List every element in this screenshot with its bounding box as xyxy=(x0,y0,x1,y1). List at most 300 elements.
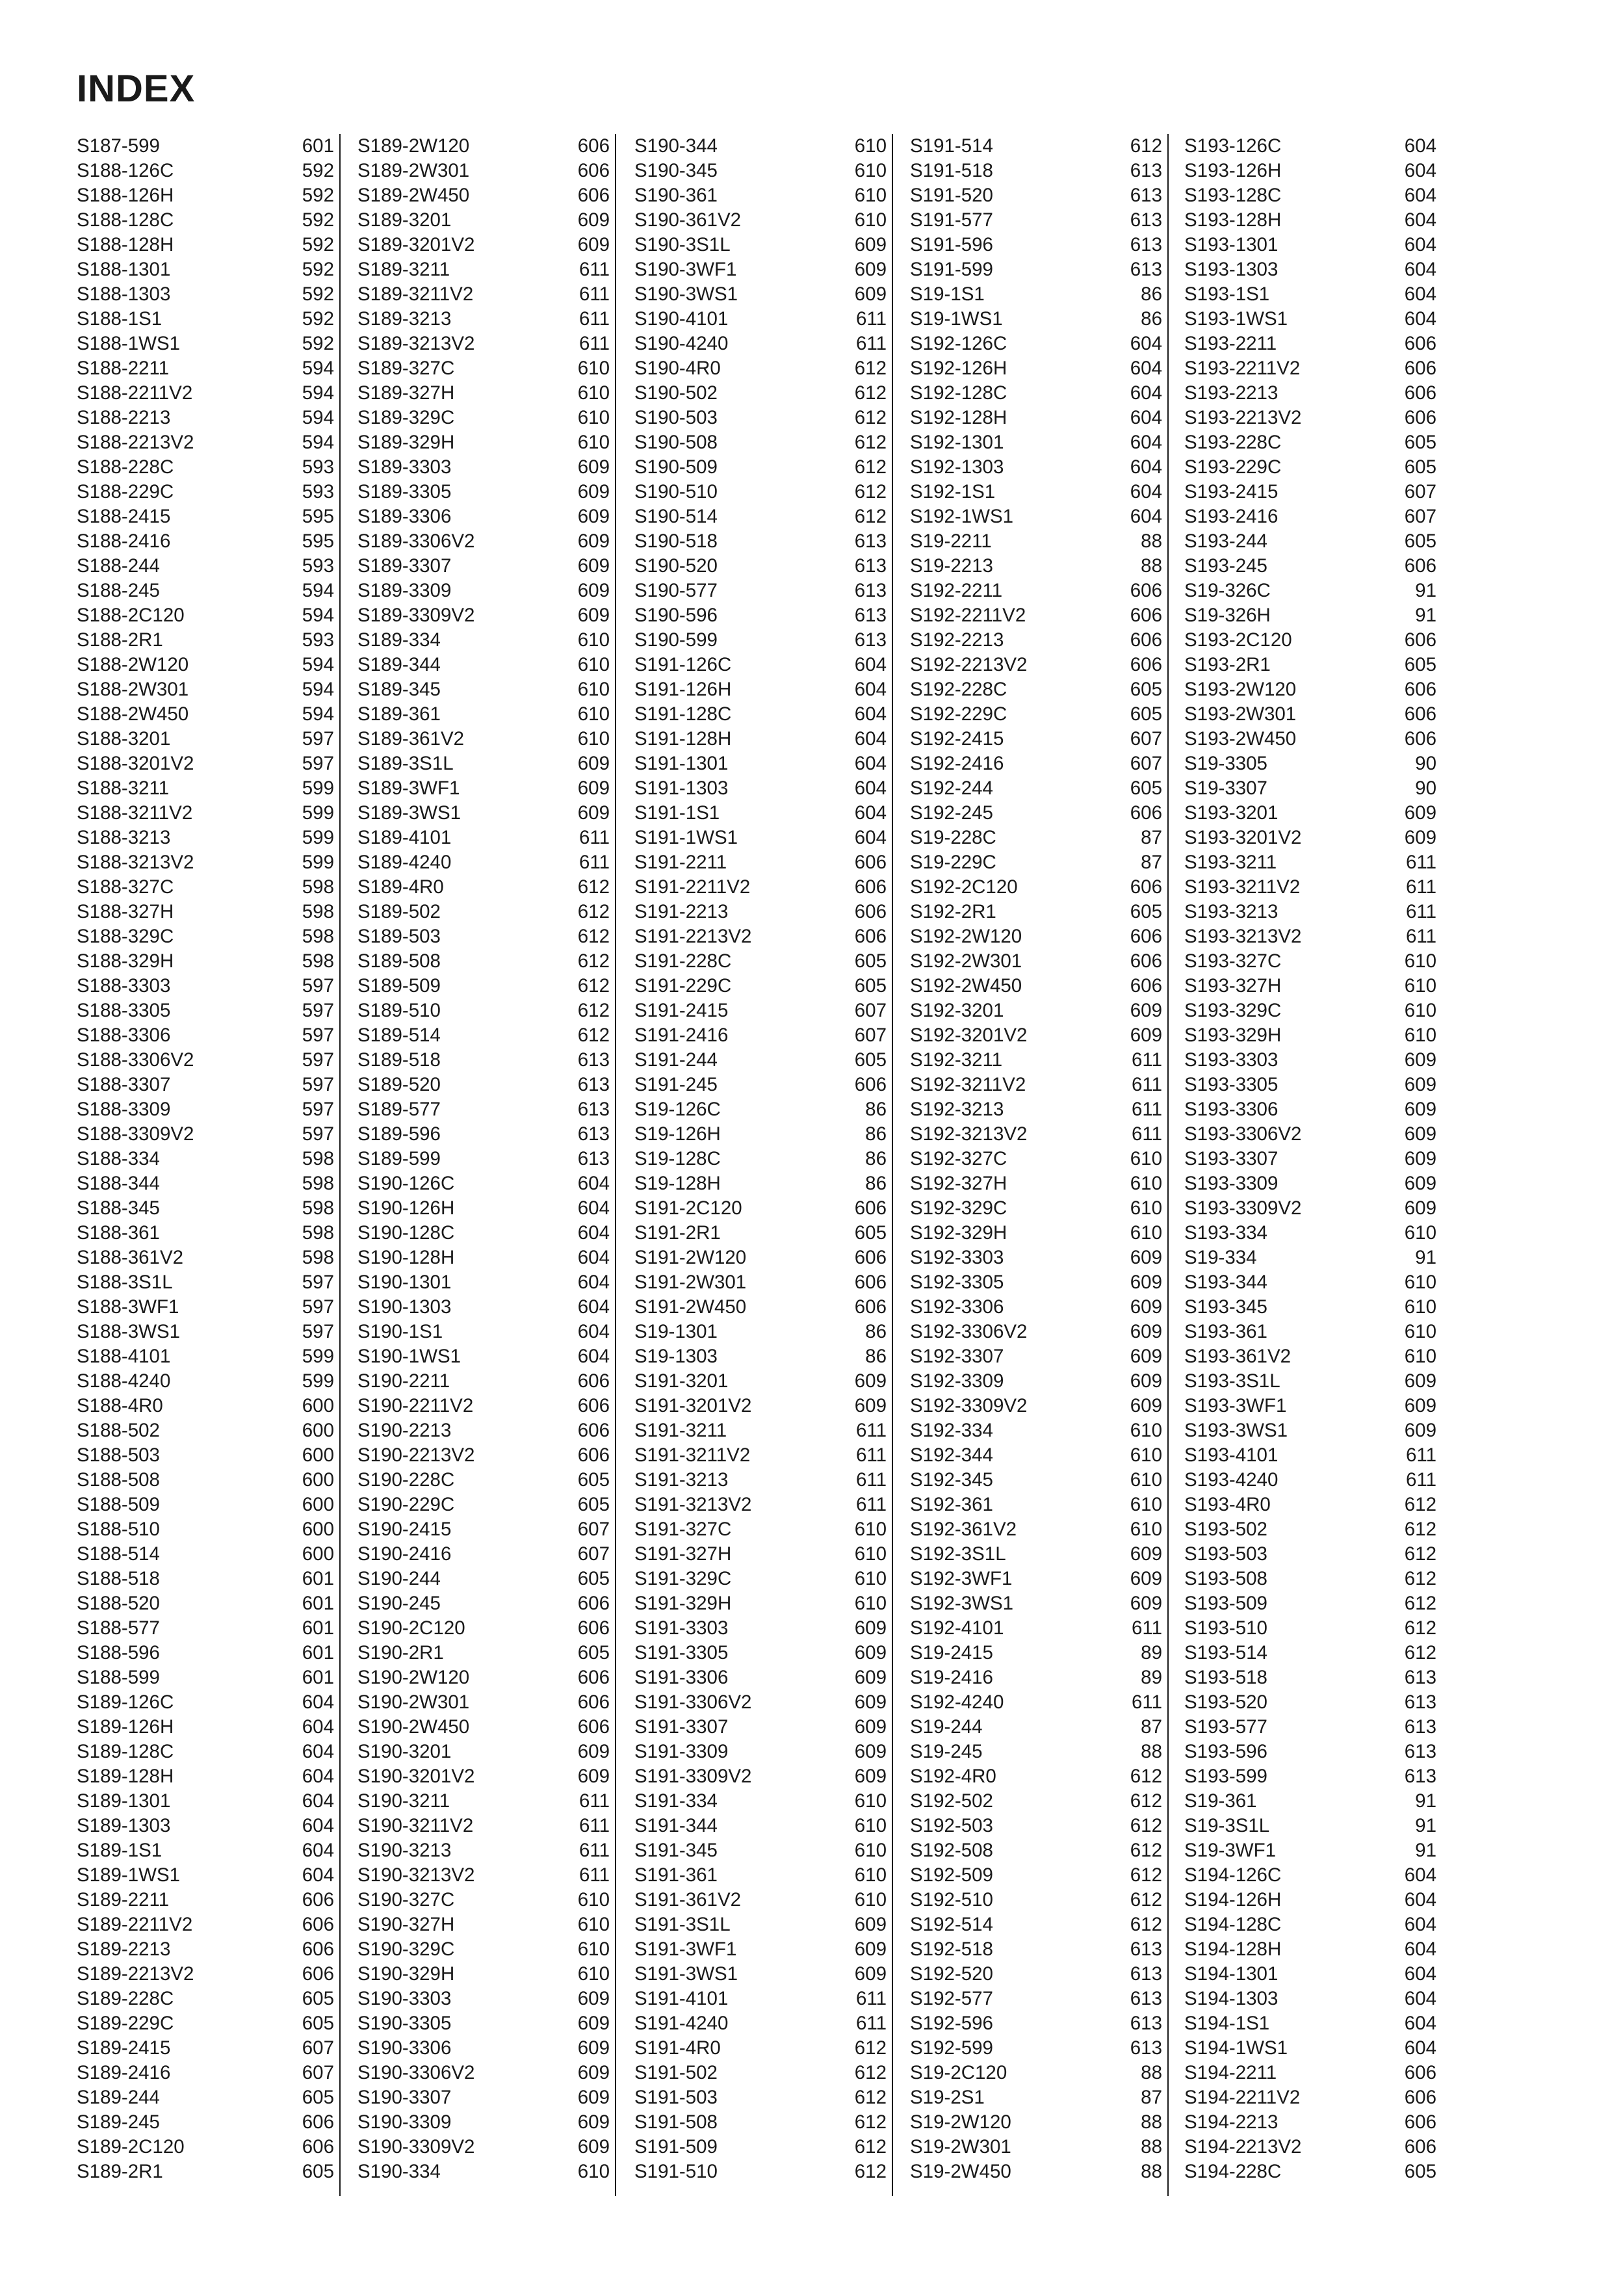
entry-code: S191-344 xyxy=(634,1815,718,1836)
entry-page-number: 613 xyxy=(854,530,887,552)
index-entry xyxy=(357,702,610,727)
entry-code: S192-520 xyxy=(910,1963,993,1985)
index-entry xyxy=(357,381,610,406)
index-entry xyxy=(634,1171,887,1196)
index-entry xyxy=(910,208,1162,233)
index-entry xyxy=(634,430,887,455)
entry-page-number: 604 xyxy=(1404,1889,1436,1911)
index-entry xyxy=(77,751,334,776)
entry-page-number: 609 xyxy=(577,1766,610,1787)
index-entry xyxy=(910,628,1162,653)
index-entry xyxy=(634,1987,887,2011)
entry-code: S191-1303 xyxy=(634,777,729,799)
entry-page-number: 612 xyxy=(1404,1617,1436,1639)
entry-code: S189-2W120 xyxy=(357,135,470,157)
index-entry xyxy=(1184,1097,1436,1122)
entry-code: S188-329H xyxy=(77,950,174,972)
index-entry xyxy=(1184,1937,1436,1962)
index-entry xyxy=(77,1073,334,1097)
entry-code: S189-329H xyxy=(357,432,455,453)
entry-code: S190-509 xyxy=(634,456,718,478)
index-entry xyxy=(357,257,610,282)
entry-page-number: 604 xyxy=(577,1346,610,1367)
index-entry xyxy=(357,529,610,554)
entry-code: S191-334 xyxy=(634,1790,718,1812)
entry-page-number: 611 xyxy=(1131,1074,1162,1095)
entry-code: S190-2C120 xyxy=(357,1617,465,1639)
entry-page-number: 610 xyxy=(854,185,887,206)
entry-code: S191-2W450 xyxy=(634,1296,747,1318)
entry-page-number: 610 xyxy=(854,160,887,181)
index-entry xyxy=(1184,1344,1436,1369)
index-entry xyxy=(1184,1246,1436,1270)
entry-page-number: 604 xyxy=(854,753,887,774)
index-entry xyxy=(910,801,1162,826)
index-entry xyxy=(910,603,1162,628)
entry-code: S192-3213 xyxy=(910,1099,1004,1120)
index-entry xyxy=(1184,603,1436,628)
entry-page-number: 610 xyxy=(577,1889,610,1911)
index-entry xyxy=(1184,480,1436,504)
entry-page-number: 606 xyxy=(854,876,887,898)
entry-page-number: 611 xyxy=(1405,852,1436,873)
entry-code: S191-2415 xyxy=(634,1000,729,1021)
entry-page-number: 611 xyxy=(855,1444,887,1466)
index-entry xyxy=(634,406,887,430)
entry-page-number: 612 xyxy=(1130,1766,1162,1787)
entry-page-number: 604 xyxy=(1404,185,1436,206)
index-entry xyxy=(357,1665,610,1690)
entry-code: S191-2211V2 xyxy=(634,876,751,898)
entry-page-number: 605 xyxy=(302,2087,334,2108)
entry-page-number: 607 xyxy=(302,2037,334,2059)
entry-code: S189-3303 xyxy=(357,456,452,478)
index-entry xyxy=(634,1814,887,1838)
index-entry xyxy=(1184,1295,1436,1320)
index-entry xyxy=(357,1814,610,1838)
index-entry xyxy=(357,776,610,801)
entry-code: S189-2416 xyxy=(77,2062,171,2083)
index-entry xyxy=(634,1344,887,1369)
entry-code: S188-1S1 xyxy=(77,308,162,330)
entry-code: S189-599 xyxy=(357,1148,441,1169)
entry-code: S192-329C xyxy=(910,1197,1007,1219)
entry-code: S189-128H xyxy=(77,1766,174,1787)
entry-code: S192-514 xyxy=(910,1914,993,1935)
index-entry xyxy=(1184,1468,1436,1493)
entry-code: S189-3306 xyxy=(357,506,452,527)
index-entry xyxy=(1184,1987,1436,2011)
entry-page-number: 609 xyxy=(1404,1197,1436,1219)
entry-page-number: 613 xyxy=(577,1074,610,1095)
index-entry xyxy=(357,801,610,826)
entry-code: S193-329C xyxy=(1184,1000,1282,1021)
index-entry xyxy=(357,1073,610,1097)
entry-page-number: 605 xyxy=(1404,654,1436,675)
index-entry xyxy=(357,1369,610,1394)
entry-code: S190-128C xyxy=(357,1222,455,1244)
index-entry xyxy=(1184,1122,1436,1147)
index-entry xyxy=(1184,998,1436,1023)
index-entry xyxy=(77,924,334,949)
index-entry xyxy=(910,2085,1162,2110)
index-entry xyxy=(77,381,334,406)
entry-page-number: 609 xyxy=(1130,1321,1162,1342)
entry-page-number: 604 xyxy=(577,1321,610,1342)
index-entry xyxy=(357,1567,610,1591)
index-entry xyxy=(910,1937,1162,1962)
index-entry xyxy=(77,1814,334,1838)
entry-code: S190-503 xyxy=(634,407,718,428)
entry-code: S191-3211 xyxy=(634,1420,727,1441)
index-entry xyxy=(910,702,1162,727)
entry-page-number: 610 xyxy=(577,382,610,404)
entry-code: S188-361V2 xyxy=(77,1247,184,1268)
index-entry xyxy=(910,1394,1162,1418)
index-entry xyxy=(634,381,887,406)
index-entry xyxy=(357,1764,610,1789)
index-entry xyxy=(1184,504,1436,529)
index-entry xyxy=(1184,751,1436,776)
entry-code: S191-244 xyxy=(634,1049,718,1071)
entry-code: S188-244 xyxy=(77,555,160,577)
entry-page-number: 612 xyxy=(854,456,887,478)
index-entry xyxy=(910,257,1162,282)
index-entry xyxy=(910,1493,1162,1517)
entry-code: S188-3211V2 xyxy=(77,802,193,824)
entry-code: S193-4101 xyxy=(1184,1444,1279,1466)
entry-code: S189-4R0 xyxy=(357,876,444,898)
index-entry xyxy=(77,1221,334,1246)
entry-page-number: 599 xyxy=(302,852,334,873)
entry-page-number: 606 xyxy=(577,160,610,181)
entry-code: S192-361 xyxy=(910,1494,993,1515)
entry-page-number: 598 xyxy=(302,1247,334,1268)
entry-code: S193-345 xyxy=(1184,1296,1267,1318)
index-entry xyxy=(910,1715,1162,1740)
index-entry xyxy=(357,208,610,233)
entry-page-number: 609 xyxy=(577,209,610,231)
entry-page-number: 613 xyxy=(854,629,887,651)
index-entry xyxy=(634,1616,887,1641)
entry-code: S189-228C xyxy=(77,1988,174,2009)
entry-code: S19-229C xyxy=(910,852,996,873)
entry-page-number: 88 xyxy=(1141,2062,1162,2083)
entry-page-number: 606 xyxy=(1404,2111,1436,2133)
entry-code: S193-327C xyxy=(1184,950,1282,972)
entry-page-number: 601 xyxy=(302,1617,334,1639)
entry-code: S190-1S1 xyxy=(357,1321,443,1342)
entry-page-number: 597 xyxy=(302,1123,334,1145)
entry-code: S19-128C xyxy=(634,1148,721,1169)
entry-code: S192-4101 xyxy=(910,1617,1004,1639)
index-entry xyxy=(357,1912,610,1937)
entry-code: S189-510 xyxy=(357,1000,441,1021)
entry-page-number: 592 xyxy=(302,234,334,255)
entry-code: S188-4R0 xyxy=(77,1395,163,1416)
entry-code: S188-503 xyxy=(77,1444,160,1466)
entry-code: S190-345 xyxy=(634,160,718,181)
entry-page-number: 612 xyxy=(854,2037,887,2059)
entry-code: S193-3201V2 xyxy=(1184,827,1302,848)
index-entry xyxy=(1184,1171,1436,1196)
entry-code: S189-3306V2 xyxy=(357,530,475,552)
entry-page-number: 611 xyxy=(578,308,610,330)
index-entry xyxy=(634,1320,887,1344)
entry-page-number: 604 xyxy=(1130,382,1162,404)
index-entry xyxy=(1184,406,1436,430)
entry-page-number: 610 xyxy=(577,358,610,379)
entry-code: S189-327C xyxy=(357,358,455,379)
entry-page-number: 604 xyxy=(1404,1963,1436,1985)
entry-page-number: 598 xyxy=(302,1148,334,1169)
entry-code: S193-3306 xyxy=(1184,1099,1279,1120)
entry-code: S190-3211 xyxy=(357,1790,450,1812)
entry-page-number: 609 xyxy=(1130,1346,1162,1367)
entry-page-number: 605 xyxy=(1404,432,1436,453)
entry-code: S191-4R0 xyxy=(634,2037,721,2059)
index-entry xyxy=(77,554,334,579)
entry-code: S193-599 xyxy=(1184,1766,1267,1787)
entry-page-number: 612 xyxy=(1130,1914,1162,1935)
entry-code: S193-4R0 xyxy=(1184,1494,1271,1515)
index-entry xyxy=(1184,1912,1436,1937)
entry-code: S193-502 xyxy=(1184,1519,1267,1540)
index-entry xyxy=(910,1073,1162,1097)
index-entry xyxy=(634,1665,887,1690)
entry-page-number: 609 xyxy=(854,1938,887,1960)
entry-page-number: 611 xyxy=(855,2013,887,2034)
entry-page-number: 604 xyxy=(302,1716,334,1738)
entry-code: S192-2211V2 xyxy=(910,605,1026,626)
entry-code: S189-508 xyxy=(357,950,441,972)
entry-code: S192-3305 xyxy=(910,1272,1004,1293)
index-entry xyxy=(634,998,887,1023)
index-entry xyxy=(357,1443,610,1468)
entry-code: S192-1301 xyxy=(910,432,1004,453)
entry-page-number: 604 xyxy=(1404,1864,1436,1886)
entry-code: S189-3307 xyxy=(357,555,452,577)
index-entry xyxy=(357,1937,610,1962)
index-entry xyxy=(910,381,1162,406)
entry-code: S188-520 xyxy=(77,1593,160,1614)
entry-page-number: 612 xyxy=(1130,1790,1162,1812)
entry-page-number: 604 xyxy=(1404,1914,1436,1935)
index-entry xyxy=(77,850,334,875)
index-entry xyxy=(634,257,887,282)
entry-code: S190-2211V2 xyxy=(357,1395,474,1416)
index-entry xyxy=(634,282,887,307)
entry-code: S194-228C xyxy=(1184,2161,1282,2182)
entry-code: S192-344 xyxy=(910,1444,993,1466)
entry-page-number: 604 xyxy=(1404,283,1436,305)
entry-code: S189-2211V2 xyxy=(77,1914,193,1935)
entry-code: S193-2211V2 xyxy=(1184,358,1301,379)
index-entry xyxy=(77,1715,334,1740)
entry-code: S188-502 xyxy=(77,1420,160,1441)
index-entry xyxy=(357,603,610,628)
entry-page-number: 597 xyxy=(302,1000,334,1021)
index-entry xyxy=(634,529,887,554)
entry-code: S192-2415 xyxy=(910,728,1004,750)
index-entry xyxy=(634,1468,887,1493)
entry-page-number: 611 xyxy=(1131,1617,1162,1639)
entry-code: S190-329C xyxy=(357,1938,455,1960)
index-entry xyxy=(910,1912,1162,1937)
entry-code: S191-361 xyxy=(634,1864,718,1886)
entry-page-number: 610 xyxy=(1404,1272,1436,1293)
entry-page-number: 606 xyxy=(1130,605,1162,626)
entry-code: S189-503 xyxy=(357,926,441,947)
entry-page-number: 613 xyxy=(1130,1988,1162,2009)
entry-page-number: 86 xyxy=(1141,308,1162,330)
index-entry xyxy=(77,1789,334,1814)
index-entry xyxy=(634,1863,887,1888)
entry-code: S190-361V2 xyxy=(634,209,742,231)
entry-code: S193-128H xyxy=(1184,209,1282,231)
entry-code: S190-2W301 xyxy=(357,1691,470,1713)
index-entry xyxy=(77,1369,334,1394)
entry-code: S19-2213 xyxy=(910,555,993,577)
entry-code: S191-3WS1 xyxy=(634,1963,738,1985)
entry-code: S19-245 xyxy=(910,1741,983,1762)
entry-code: S193-596 xyxy=(1184,1741,1267,1762)
entry-page-number: 609 xyxy=(577,506,610,527)
entry-code: S192-3306V2 xyxy=(910,1321,1028,1342)
entry-code: S190-2R1 xyxy=(357,1642,444,1663)
index-entry xyxy=(77,1493,334,1517)
entry-page-number: 604 xyxy=(854,679,887,700)
entry-page-number: 606 xyxy=(1130,926,1162,947)
entry-code: S193-334 xyxy=(1184,1222,1267,1244)
index-entry xyxy=(634,2011,887,2036)
index-entry xyxy=(910,2159,1162,2184)
entry-page-number: 611 xyxy=(1131,1691,1162,1713)
index-entry xyxy=(910,233,1162,257)
entry-page-number: 600 xyxy=(302,1395,334,1416)
index-entry xyxy=(1184,1567,1436,1591)
entry-code: S190-2213 xyxy=(357,1420,452,1441)
index-entry xyxy=(1184,1443,1436,1468)
index-entry xyxy=(77,529,334,554)
index-entry xyxy=(357,480,610,504)
index-entry xyxy=(77,2085,334,2110)
entry-page-number: 606 xyxy=(1130,975,1162,997)
entry-page-number: 593 xyxy=(302,456,334,478)
index-entry xyxy=(910,1196,1162,1221)
entry-page-number: 610 xyxy=(577,654,610,675)
index-entry xyxy=(77,1246,334,1270)
index-entry xyxy=(77,2110,334,2135)
entry-code: S193-577 xyxy=(1184,1716,1267,1738)
entry-code: S189-520 xyxy=(357,1074,441,1095)
entry-code: S188-1WS1 xyxy=(77,333,181,354)
index-entry xyxy=(1184,727,1436,751)
index-entry xyxy=(357,1147,610,1171)
entry-code: S190-228C xyxy=(357,1469,455,1491)
index-entry xyxy=(634,801,887,826)
entry-page-number: 609 xyxy=(1404,1148,1436,1169)
entry-page-number: 606 xyxy=(1130,629,1162,651)
entry-page-number: 610 xyxy=(577,1914,610,1935)
entry-page-number: 612 xyxy=(854,2136,887,2158)
index-entry xyxy=(357,554,610,579)
entry-code: S188-327C xyxy=(77,876,174,898)
index-entry xyxy=(77,702,334,727)
index-entry xyxy=(77,603,334,628)
index-entry xyxy=(910,900,1162,924)
entry-code: S190-126C xyxy=(357,1173,455,1194)
index-entry xyxy=(77,900,334,924)
entry-page-number: 598 xyxy=(302,1173,334,1194)
entry-page-number: 594 xyxy=(302,679,334,700)
entry-page-number: 609 xyxy=(1404,1123,1436,1145)
entry-page-number: 86 xyxy=(865,1321,887,1342)
entry-page-number: 601 xyxy=(302,1667,334,1688)
entry-code: S188-514 xyxy=(77,1543,160,1565)
entry-page-number: 612 xyxy=(1130,1815,1162,1836)
index-entry xyxy=(634,1147,887,1171)
entry-page-number: 597 xyxy=(302,1074,334,1095)
entry-page-number: 609 xyxy=(577,2013,610,2034)
index-entry xyxy=(634,579,887,603)
entry-page-number: 606 xyxy=(302,1889,334,1911)
entry-code: S190-334 xyxy=(357,2161,441,2182)
entry-code: S193-3309V2 xyxy=(1184,1197,1302,1219)
index-entry xyxy=(910,2061,1162,2085)
entry-page-number: 610 xyxy=(1130,1420,1162,1441)
entry-page-number: 613 xyxy=(1130,209,1162,231)
entry-page-number: 611 xyxy=(578,1864,610,1886)
entry-page-number: 612 xyxy=(854,506,887,527)
entry-code: S194-128H xyxy=(1184,1938,1282,1960)
index-entry xyxy=(1184,1715,1436,1740)
entry-page-number: 594 xyxy=(302,580,334,601)
entry-page-number: 609 xyxy=(1404,1049,1436,1071)
index-entry xyxy=(1184,1418,1436,1443)
index-entry xyxy=(77,1122,334,1147)
entry-page-number: 611 xyxy=(578,852,610,873)
index-entry xyxy=(357,677,610,702)
entry-page-number: 610 xyxy=(854,1519,887,1540)
index-entry xyxy=(77,1295,334,1320)
index-entry xyxy=(634,1418,887,1443)
entry-page-number: 598 xyxy=(302,1222,334,1244)
entry-code: S188-599 xyxy=(77,1667,160,1688)
entry-code: S191-3201 xyxy=(634,1370,729,1392)
entry-code: S190-599 xyxy=(634,629,718,651)
entry-code: S193-4240 xyxy=(1184,1469,1279,1491)
entry-page-number: 610 xyxy=(854,1790,887,1812)
entry-code: S19-2415 xyxy=(910,1642,993,1663)
entry-page-number: 594 xyxy=(302,605,334,626)
entry-page-number: 612 xyxy=(854,2111,887,2133)
entry-page-number: 612 xyxy=(1404,1593,1436,1614)
index-entry xyxy=(634,1221,887,1246)
entry-code: S190-344 xyxy=(634,135,718,157)
entry-page-number: 606 xyxy=(854,1272,887,1293)
entry-page-number: 597 xyxy=(302,1321,334,1342)
entry-code: S191-3303 xyxy=(634,1617,729,1639)
entry-code: S188-128C xyxy=(77,209,174,231)
entry-page-number: 605 xyxy=(1404,2161,1436,2182)
entry-code: S193-126H xyxy=(1184,160,1282,181)
entry-code: S192-126C xyxy=(910,333,1007,354)
entry-page-number: 609 xyxy=(1130,1272,1162,1293)
entry-code: S194-2213 xyxy=(1184,2111,1279,2133)
index-entry xyxy=(357,1863,610,1888)
index-entry xyxy=(357,1344,610,1369)
